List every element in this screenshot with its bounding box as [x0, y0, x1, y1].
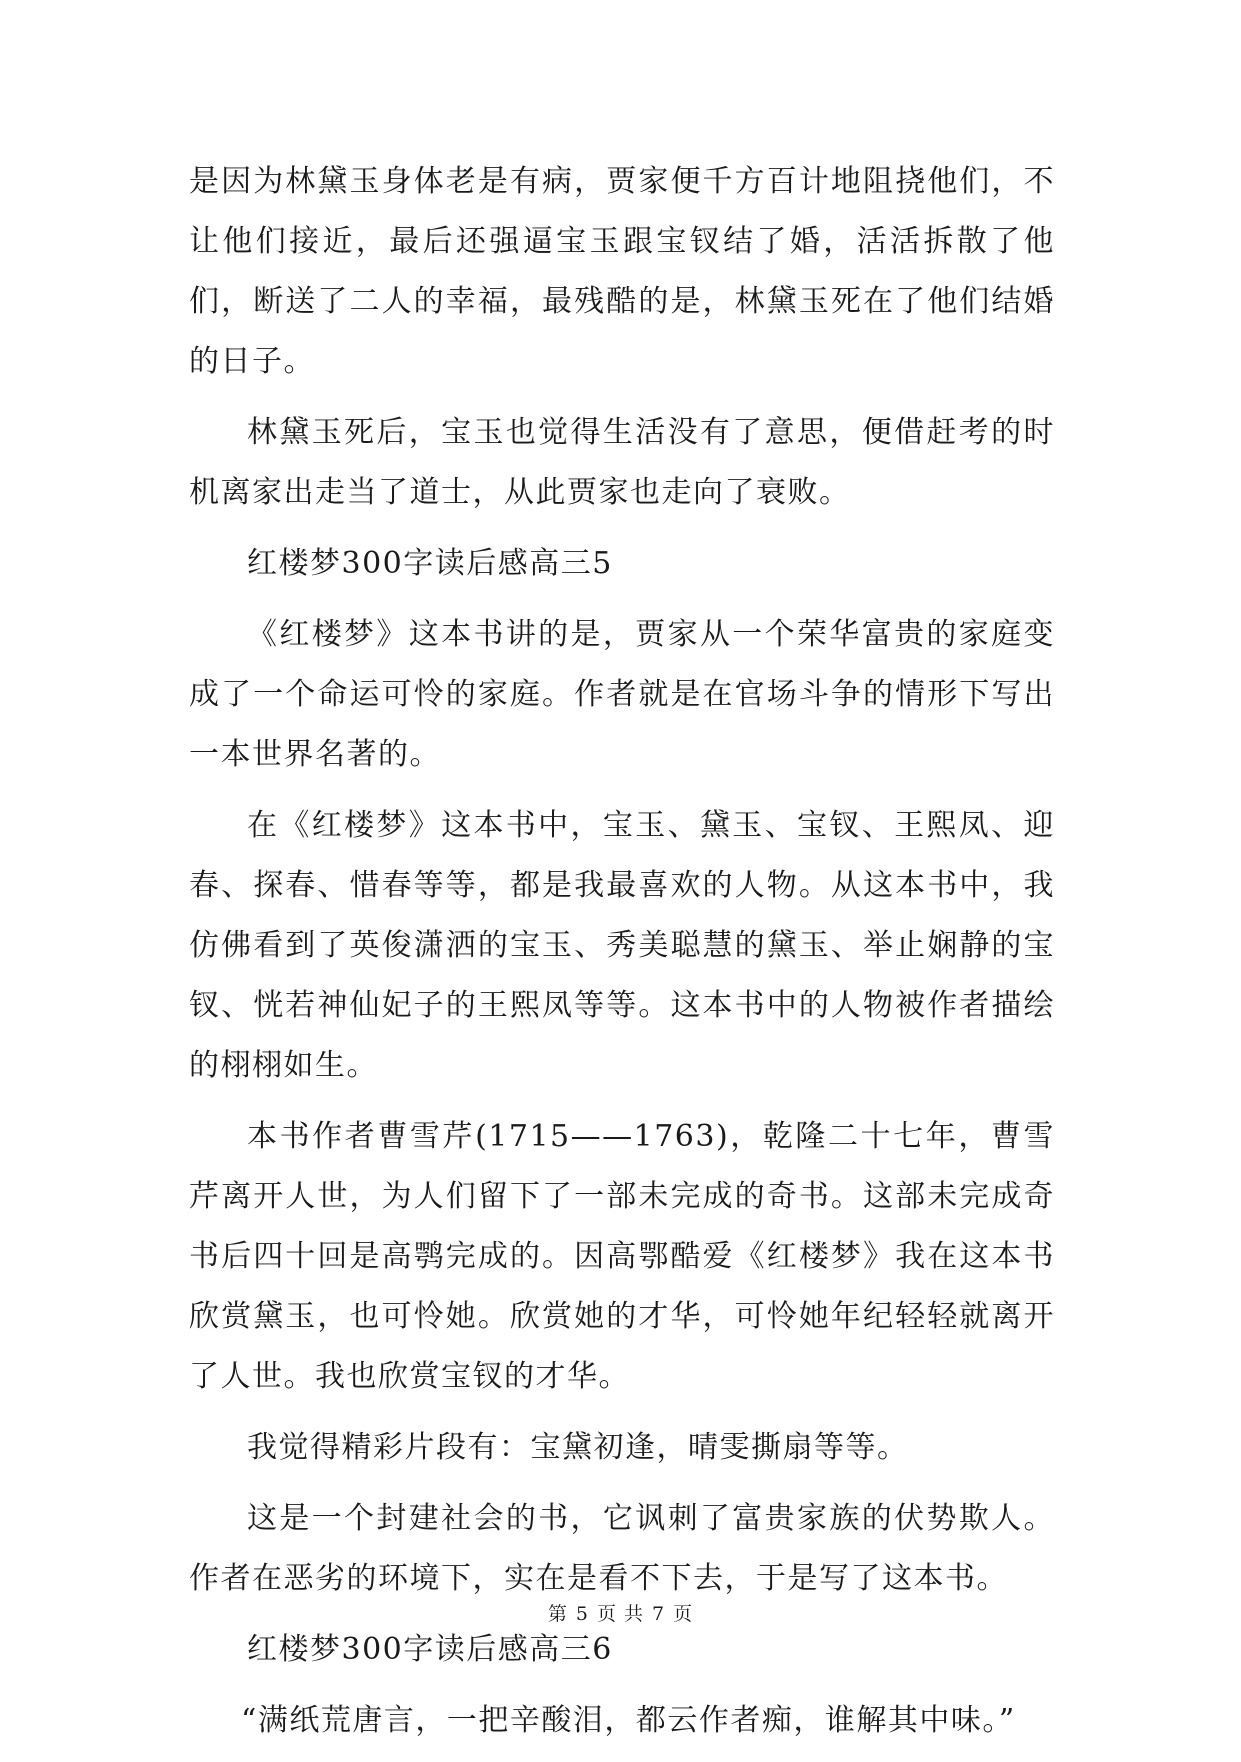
footer-prefix: 第	[547, 1603, 568, 1625]
paragraph: 在《红楼梦》这本书中，宝玉、黛玉、宝钗、王熙凤、迎春、探春、惜春等等，都是我最喜欢的人物。从这本书中，我仿佛看到了英俊潇洒的宝玉、秀美聪慧的黛玉、举止娴静的宝钗、恍若神仙妃子的王熙凤等等。这本书中的人物被作者描绘的栩栩如生。	[189, 808, 1055, 1083]
current-page-number: 5	[575, 1603, 589, 1625]
footer-middle: 页 共	[596, 1603, 645, 1625]
total-page-count: 7	[652, 1603, 666, 1625]
section-heading: 红楼梦300字读后感高三6	[247, 1632, 613, 1667]
paragraph: 我觉得精彩片段有：宝黛初逢，晴雯撕扇等等。	[247, 1430, 909, 1465]
section-heading: 红楼梦300字读后感高三5	[247, 546, 613, 581]
page-footer	[0, 1599, 1241, 1626]
paragraph-continuation: 是因为林黛玉身体老是有病，贾家便千方百计地阻挠他们，不让他们接近，最后还强逼宝玉跟宝钗结了婚，活活拆散了他们，断送了二人的幸福，最残酷的是，林黛玉死在了他们结婚的日子。	[189, 164, 1055, 379]
paragraph: 这是一个封建社会的书，它讽刺了富贵家族的伏势欺人。作者在恶劣的环境下，实在是看不下去，于是写了这本书。	[189, 1501, 1055, 1596]
paragraph: 林黛玉死后，宝玉也觉得生活没有了意思，便借赶考的时机离家出走当了道士，从此贾家也走向了衰败。	[189, 415, 1055, 510]
quote-paragraph: “满纸荒唐言，一把辛酸泪，都云作者痴，谁解其中味。”	[241, 1703, 1016, 1738]
document-body	[189, 152, 1055, 1762]
paragraph: 本书作者曹雪芹(1715——1763)，乾隆二十七年，曹雪芹离开人世，为人们留下了一部未完成的奇书。这部未完成奇书后四十回是高鹗完成的。因高鄂酷爱《红楼梦》我在这本书欣赏黛玉，也可怜她。欣赏她的才华，可怜她年纪轻轻就离开了人世。我也欣赏宝钗的才华。	[189, 1119, 1055, 1394]
paragraph: 《红楼梦》这本书讲的是，贾家从一个荣华富贵的家庭变成了一个命运可怜的家庭。作者就是在官场斗争的情形下写出一本世界名著的。	[189, 617, 1055, 772]
footer-suffix: 页	[673, 1603, 694, 1625]
